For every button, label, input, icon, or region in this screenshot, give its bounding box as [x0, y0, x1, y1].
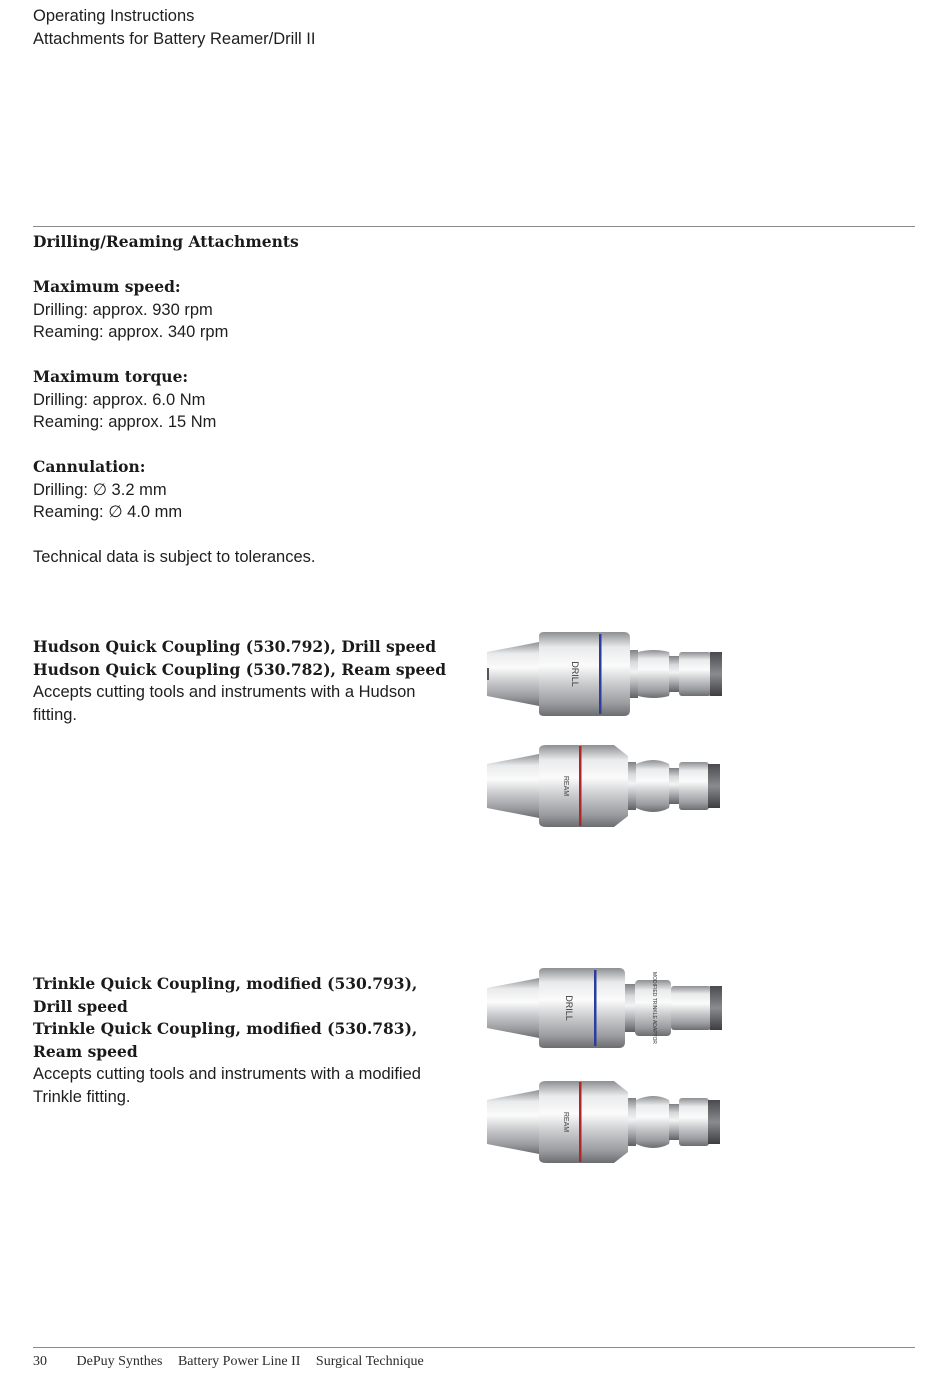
hudson-drill-coupling-image: [484, 630, 729, 718]
hudson-title-drill: Hudson Quick Coupling (530.792), Drill speed: [33, 637, 437, 656]
cannulation-label: Cannulation:: [33, 457, 146, 476]
drill-band: [599, 634, 602, 714]
trinkle-section: [33, 973, 421, 1108]
hudson-section: [33, 636, 446, 726]
section-heading: Drilling/Reaming Attachments: [33, 232, 299, 251]
trinkle-ream-coupling-image: [484, 1078, 729, 1166]
drill-engraving: DRILL: [570, 661, 580, 687]
trinkle-title-ream-cont: Ream speed: [33, 1041, 138, 1061]
drill-band: [594, 970, 597, 1046]
cannulation-ream: Reaming: ∅ 4.0 mm: [33, 503, 183, 521]
torque-label: Maximum torque:: [33, 367, 189, 386]
footer-divider: [33, 1347, 915, 1348]
section-divider: [33, 226, 915, 227]
hudson-description-cont: fitting.: [33, 705, 78, 724]
torque-drill: Drilling: approx. 6.0 Nm: [33, 390, 206, 409]
hudson-description: Accepts cutting tools and instruments with a Hudson: [33, 683, 416, 701]
speed-ream: Reaming: approx. 340 rpm: [33, 323, 229, 341]
tolerance-note: Technical data is subject to tolerances.: [33, 548, 316, 566]
adaptor-engraving: MODIFIED TRINKLE ADAPTOR: [651, 971, 657, 1045]
running-header: [33, 5, 315, 50]
header-subtitle: Attachments for Battery Reamer/Drill II: [33, 29, 316, 48]
trinkle-title-ream: Trinkle Quick Coupling, modified (530.783),: [33, 1019, 418, 1038]
trinkle-drill-coupling-image: [484, 966, 729, 1050]
footer-product: Battery Power Line II: [177, 1354, 301, 1369]
torque-ream: Reaming: approx. 15 Nm: [33, 413, 217, 431]
page-footer: [33, 1354, 436, 1370]
trinkle-title-drill-cont: Drill speed: [33, 996, 128, 1016]
footer-brand: DePuy Synthes: [76, 1354, 163, 1369]
hudson-ream-coupling-image: [484, 742, 729, 830]
trinkle-description: Accepts cutting tools and instruments with a modified: [33, 1065, 421, 1083]
cannulation-drill: Drilling: ∅ 3.2 mm: [33, 480, 167, 499]
drill-engraving: DRILL: [564, 995, 574, 1021]
ream-band: [579, 746, 582, 826]
speed-label: Maximum speed:: [33, 277, 181, 296]
ream-engraving: REAM: [562, 1111, 569, 1133]
hudson-title-ream: Hudson Quick Coupling (530.782), Ream speed: [33, 659, 447, 679]
header-title: Operating Instructions: [33, 7, 195, 25]
trinkle-title-drill: Trinkle Quick Coupling, modified (530.793),: [33, 974, 418, 993]
speed-drill: Drilling: approx. 930 rpm: [33, 300, 213, 319]
ream-engraving: REAM: [562, 775, 569, 797]
ream-band: [579, 1082, 582, 1162]
trinkle-description-cont: Trinkle fitting.: [33, 1087, 131, 1106]
page-number: 30: [33, 1354, 47, 1369]
specs-block: [33, 231, 316, 569]
footer-doc-type: Surgical Technique: [315, 1354, 424, 1369]
